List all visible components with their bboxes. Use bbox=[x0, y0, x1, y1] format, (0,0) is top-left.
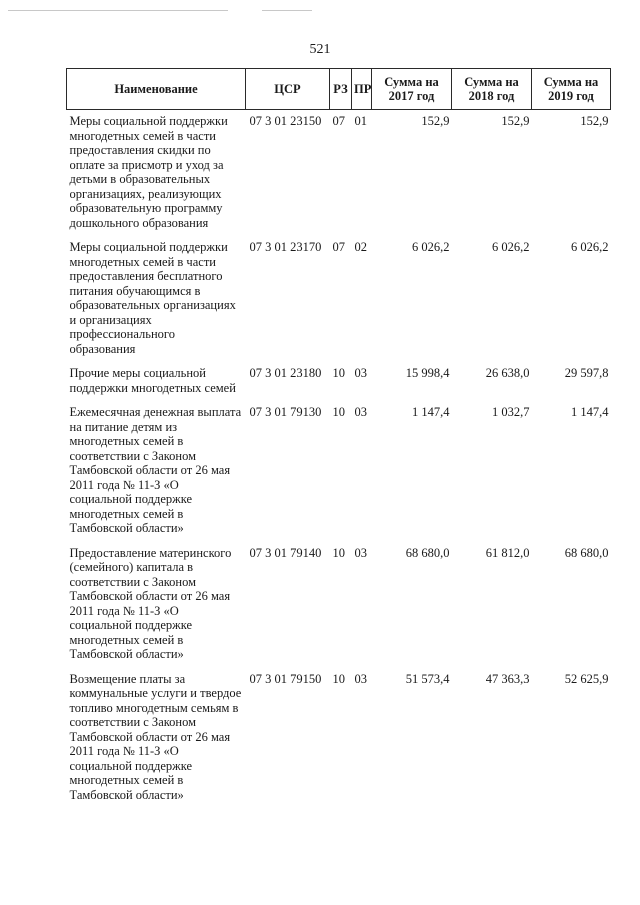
row-rz: 10 bbox=[332, 545, 345, 560]
header-name: Наименование bbox=[67, 69, 246, 110]
table-row bbox=[67, 362, 611, 401]
row-name: Меры социальной поддержки многодетных семей в части предоставления бесплатного питания обучающимся в образовательных организациях и организациях профессионального образования bbox=[69, 240, 236, 356]
row-name: Меры социальной поддержки многодетных семей в части предоставления скидки по оплате за присмотр и уход за детьми в образовательных организациях, реализующих образовательную программу дошкольного образования bbox=[69, 114, 228, 230]
row-name: Ежемесячная денежная выплата на питание детям из многодетных семей в соответствии с Законом Тамбовской области от 26 мая 2011 года № 11-З «О социальной поддержке многодетных семей в Тамбовской области» bbox=[69, 405, 242, 535]
table-row bbox=[67, 401, 611, 542]
scan-artifact bbox=[262, 10, 312, 11]
row-csr: 07 3 01 79150 bbox=[249, 671, 322, 686]
row-sum-2019: 29 597,8 bbox=[564, 366, 609, 380]
row-pr: 02 bbox=[354, 240, 367, 254]
table-body bbox=[67, 110, 611, 809]
row-csr: 07 3 01 23170 bbox=[249, 240, 322, 254]
row-sum-2017: 15 998,4 bbox=[405, 366, 450, 380]
row-rz: 10 bbox=[332, 366, 345, 380]
header-sum-2019: Сумма на 2019 год bbox=[532, 69, 611, 110]
row-sum-2017: 68 680,0 bbox=[405, 545, 450, 560]
page-number: 521 bbox=[309, 42, 331, 57]
row-pr: 03 bbox=[354, 545, 367, 560]
row-sum-2018: 6 026,2 bbox=[492, 240, 530, 254]
table-row bbox=[67, 542, 611, 668]
header-row bbox=[67, 69, 611, 110]
row-sum-2017: 6 026,2 bbox=[412, 240, 450, 254]
row-name: Прочие меры социальной поддержки многодетных семей bbox=[69, 366, 236, 395]
row-pr: 03 bbox=[354, 671, 367, 686]
row-rz: 10 bbox=[332, 671, 345, 686]
row-name: Предоставление материнского (семейного) капитала в соответствии с Законом Тамбовской области от 26 мая 2011 года № 11-З «О социальной поддержке многодетных семей в Тамбовской области» bbox=[69, 545, 232, 661]
scan-artifact bbox=[8, 10, 228, 11]
row-pr: 03 bbox=[354, 366, 367, 380]
row-rz: 07 bbox=[332, 240, 345, 254]
row-sum-2019: 1 147,4 bbox=[571, 405, 609, 419]
table-row bbox=[67, 668, 611, 809]
row-csr: 07 3 01 79130 bbox=[249, 405, 322, 419]
row-csr: 07 3 01 79140 bbox=[249, 545, 322, 560]
row-rz: 10 bbox=[332, 405, 345, 419]
row-pr: 01 bbox=[354, 114, 367, 128]
budget-table bbox=[66, 68, 611, 808]
row-sum-2019: 52 625,9 bbox=[564, 671, 609, 686]
row-sum-2019: 68 680,0 bbox=[564, 545, 609, 560]
row-sum-2017: 152,9 bbox=[421, 114, 450, 128]
row-pr: 03 bbox=[354, 405, 367, 419]
row-name: Возмещение платы за коммунальные услуги и твердое топливо многодетным семьям в соответствии с Законом Тамбовской области от 26 мая 2011 года № 11-З «О социальной поддержке многодетных семей в Тамбовской области» bbox=[69, 671, 242, 802]
row-sum-2018: 26 638,0 bbox=[485, 366, 530, 380]
row-csr: 07 3 01 23150 bbox=[249, 114, 322, 128]
row-rz: 07 bbox=[332, 114, 345, 128]
header-rz: РЗ bbox=[330, 69, 352, 110]
header-pr: ПР bbox=[352, 69, 372, 110]
header-sum-2017: Сумма на 2017 год bbox=[372, 69, 452, 110]
row-sum-2018: 47 363,3 bbox=[485, 671, 530, 686]
table-row bbox=[67, 236, 611, 362]
row-sum-2019: 152,9 bbox=[580, 114, 609, 128]
row-sum-2017: 51 573,4 bbox=[405, 671, 450, 686]
header-sum-2018: Сумма на 2018 год bbox=[452, 69, 532, 110]
table-row bbox=[67, 110, 611, 237]
row-sum-2018: 61 812,0 bbox=[485, 545, 530, 560]
header-csr: ЦСР bbox=[246, 69, 330, 110]
row-csr: 07 3 01 23180 bbox=[249, 366, 322, 380]
row-sum-2019: 6 026,2 bbox=[571, 240, 609, 254]
row-sum-2018: 1 032,7 bbox=[492, 405, 530, 419]
row-sum-2018: 152,9 bbox=[501, 114, 530, 128]
table-header bbox=[67, 69, 611, 110]
row-sum-2017: 1 147,4 bbox=[412, 405, 450, 419]
